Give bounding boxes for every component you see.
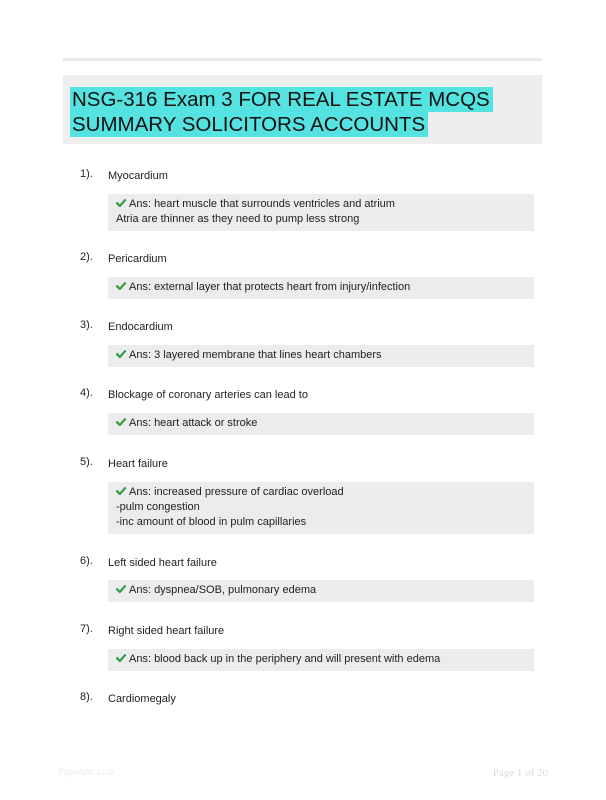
question-number: 7). (80, 623, 93, 635)
question-text: Heart failure (108, 458, 168, 470)
answer-text: -inc amount of blood in pulm capillaries (116, 516, 307, 528)
question-number: 5). (80, 456, 93, 468)
answer-box (108, 649, 534, 671)
check-icon (116, 486, 126, 496)
check-icon (116, 653, 126, 663)
answer-text: Ans: increased pressure of cardiac overload (129, 486, 344, 498)
check-icon (116, 281, 126, 291)
answer-box (108, 413, 534, 435)
answer-box (108, 345, 534, 367)
answer-text: Ans: heart attack or stroke (129, 417, 258, 429)
page-title (70, 87, 500, 137)
answer-text: Ans: blood back up in the periphery and will present with edema (129, 653, 441, 665)
answer-box (108, 277, 534, 299)
page-number: Page 1 of 20 (492, 767, 548, 779)
question-text: Left sided heart failure (108, 557, 217, 569)
question-text: Cardiomegaly (108, 693, 176, 705)
answer-box (108, 194, 534, 231)
check-icon (116, 198, 126, 208)
question-number: 1). (80, 168, 93, 180)
footer-watermark: Paperbbc.com (58, 767, 115, 778)
answer-text: Atria are thinner as they need to pump less strong (116, 213, 360, 225)
question-text: Pericardium (108, 253, 167, 265)
question-text: Endocardium (108, 321, 173, 333)
top-divider (63, 58, 542, 61)
answer-box (108, 482, 534, 534)
question-number: 3). (80, 319, 93, 331)
check-icon (116, 349, 126, 359)
title-line-2: SUMMARY SOLICITORS ACCOUNTS (70, 112, 428, 137)
question-number: 6). (80, 555, 93, 567)
question-number: 8). (80, 691, 93, 703)
title-line-1: NSG-316 Exam 3 FOR REAL ESTATE MCQS (70, 87, 493, 112)
question-text: Right sided heart failure (108, 625, 225, 637)
answer-box (108, 580, 534, 602)
answer-text: Ans: external layer that protects heart from injury/infection (129, 281, 411, 293)
question-number: 2). (80, 251, 93, 263)
check-icon (116, 584, 126, 594)
question-text: Myocardium (108, 170, 168, 182)
answer-text: Ans: 3 layered membrane that lines heart chambers (129, 349, 382, 361)
check-icon (116, 417, 126, 427)
answer-text: -pulm congestion (116, 501, 200, 513)
question-number: 4). (80, 387, 93, 399)
question-text: Blockage of coronary arteries can lead to (108, 389, 308, 401)
answer-text: Ans: heart muscle that surrounds ventricles and atrium (129, 198, 395, 210)
answer-text: Ans: dyspnea/SOB, pulmonary edema (129, 584, 317, 596)
